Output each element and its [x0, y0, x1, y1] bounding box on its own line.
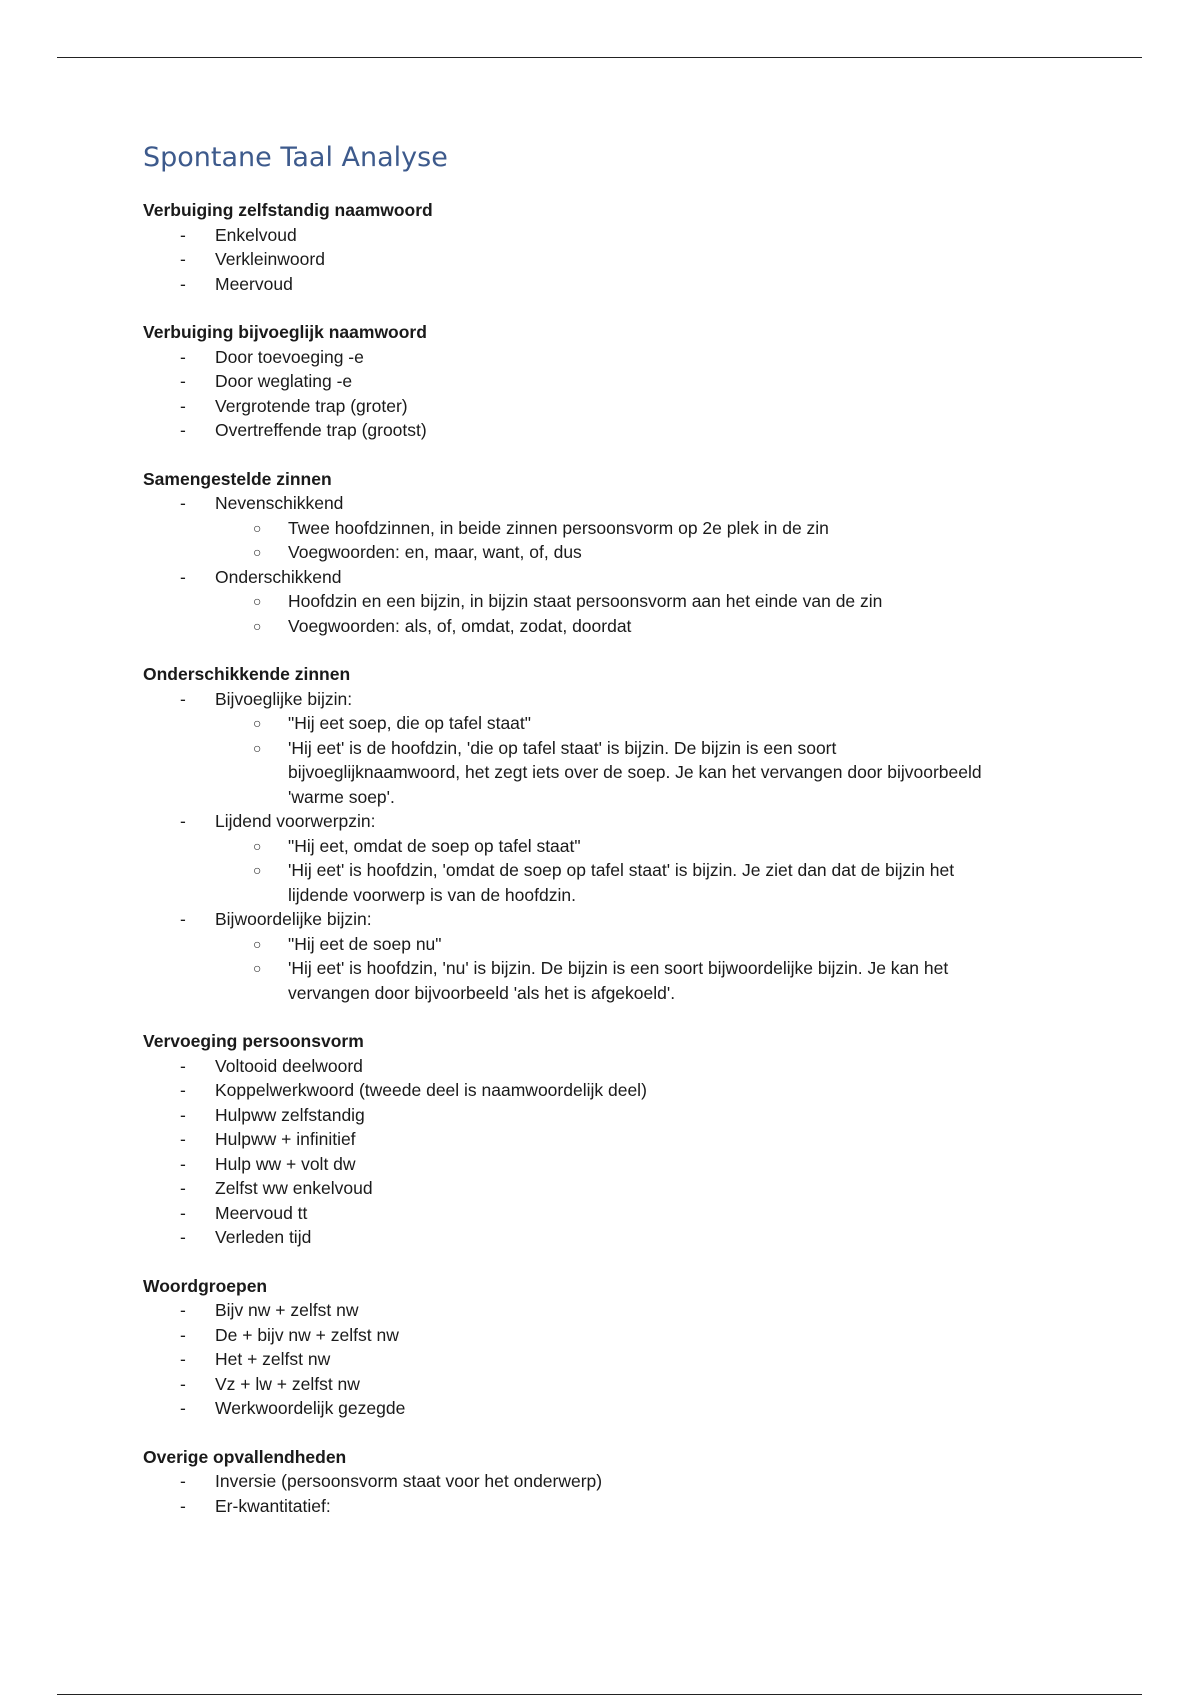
list-item-text: Meervoud [215, 273, 293, 294]
list-item [143, 223, 1143, 248]
list-item [143, 1396, 1143, 1421]
bullet-list [143, 1298, 1143, 1421]
list-item-text: Door toevoeging -e [215, 346, 364, 367]
list-item [143, 1298, 1143, 1323]
list-item [143, 394, 1143, 419]
dash-bullet-icon: - [180, 1104, 186, 1125]
list-item-text: Voltooid deelwoord [215, 1055, 363, 1076]
list-item-text: Vz + lw + zelfst nw [215, 1373, 360, 1394]
dash-bullet-icon: - [180, 1471, 186, 1491]
list-item-text: Overtreffende trap (grootst) [215, 420, 427, 440]
section [143, 1445, 1143, 1519]
sub-list [143, 711, 1143, 809]
list-item-text: Verkleinwoord [215, 249, 325, 269]
sub-list-item-text: 'Hij eet' is hoofdzin, 'omdat de soep op tafel staat' is bijzin. Je ziet dan dat de bijzin het lijdende voorwerp is van de hoofdzin. [288, 860, 955, 905]
bullet-list [143, 1469, 1143, 1518]
dash-bullet-icon: - [180, 395, 186, 416]
list-item [143, 418, 1143, 443]
list-item [143, 1078, 1143, 1103]
sub-list-item-text: Voegwoorden: en, maar, want, of, dus [288, 542, 582, 562]
dash-bullet-icon: - [180, 1349, 186, 1369]
dash-bullet-icon: - [180, 1300, 186, 1320]
dash-bullet-icon: - [180, 224, 186, 245]
document-body [143, 140, 1143, 1542]
circle-bullet-icon: ○ [253, 715, 262, 731]
list-item-text: Inversie (persoonsvorm staat voor het onderwerp) [215, 1471, 603, 1491]
section-heading: Verbuiging bijvoeglijk naamwoord [143, 322, 427, 342]
list-item-text: Bijwoordelijke bijzin: [215, 909, 372, 929]
circle-bullet-icon: ○ [253, 593, 262, 609]
sub-list-item-text: Voegwoorden: als, of, omdat, zodat, doordat [288, 615, 632, 636]
sub-list-item [143, 834, 1008, 859]
list-item [143, 491, 1143, 565]
dash-bullet-icon: - [180, 371, 186, 391]
list-item-text: Lijdend voorwerpzin: [215, 811, 376, 831]
list-item [143, 565, 1143, 639]
list-item [143, 907, 1143, 1005]
sub-list-item-text: 'Hij eet' is de hoofdzin, 'die op tafel staat' is bijzin. De bijzin is een soort bijvoeglijknaamwoord, het zegt iets over de soep. Je kan het vervangen door bijvoorbeeld 'warme soep'. [288, 737, 982, 807]
footer-rule [57, 1694, 1142, 1695]
dash-bullet-icon: - [180, 811, 186, 831]
list-item-text: Hulpww zelfstandig [215, 1104, 365, 1125]
dash-bullet-icon: - [180, 1373, 186, 1394]
dash-bullet-icon: - [180, 1398, 186, 1418]
section-heading: Verbuiging zelfstandig naamwoord [143, 200, 433, 220]
list-item [143, 1201, 1143, 1226]
dash-bullet-icon: - [180, 566, 186, 587]
sub-list-item [143, 956, 1008, 1005]
bullet-list [143, 491, 1143, 638]
section-heading: Vervoeging persoonsvorm [143, 1031, 364, 1051]
list-item [143, 1054, 1143, 1079]
list-item [143, 1127, 1143, 1152]
list-item [143, 687, 1143, 810]
list-item [143, 369, 1143, 394]
sub-list-item [143, 540, 1008, 565]
list-item-text: Koppelwerkwoord (tweede deel is naamwoordelijk deel) [215, 1080, 647, 1100]
sub-list-item [143, 516, 1008, 541]
header-rule [57, 57, 1142, 58]
sub-list-item-text: "Hij eet, omdat de soep op tafel staat" [288, 835, 581, 856]
dash-bullet-icon: - [180, 1153, 186, 1174]
sub-list [143, 589, 1143, 638]
circle-bullet-icon: ○ [253, 739, 262, 756]
sub-list-item-text: "Hij eet soep, die op tafel staat" [288, 713, 531, 733]
section-heading: Samengestelde zinnen [143, 468, 332, 489]
dash-bullet-icon: - [180, 1129, 186, 1149]
sub-list-item [143, 711, 1008, 736]
list-item [143, 345, 1143, 370]
sub-list-item-text: "Hij eet de soep nu" [288, 933, 442, 954]
list-item-text: Zelfst ww enkelvoud [215, 1178, 373, 1198]
section [143, 198, 1143, 296]
list-item-text: Bijv nw + zelfst nw [215, 1300, 359, 1320]
dash-bullet-icon: - [180, 909, 186, 929]
sub-list-item-text: Twee hoofdzinnen, in beide zinnen persoonsvorm op 2e plek in de zin [288, 517, 829, 538]
list-item-text: Door weglating -e [215, 371, 353, 391]
section-heading: Overige opvallendheden [143, 1446, 347, 1467]
section [143, 662, 1143, 1005]
bullet-list [143, 345, 1143, 443]
bullet-list [143, 1054, 1143, 1250]
list-item [143, 1469, 1143, 1494]
list-item-text: Vergrotende trap (groter) [215, 395, 408, 416]
circle-bullet-icon: ○ [253, 617, 262, 634]
list-item-text: Het + zelfst nw [215, 1349, 331, 1369]
section-heading: Onderschikkende zinnen [143, 664, 351, 684]
list-item [143, 1225, 1143, 1250]
sub-list [143, 932, 1143, 1006]
sub-list-item [143, 589, 1008, 614]
dash-bullet-icon: - [180, 420, 186, 440]
dash-bullet-icon: - [180, 1495, 186, 1516]
circle-bullet-icon: ○ [253, 837, 262, 854]
list-item-text: Hulpww + infinitief [215, 1129, 356, 1149]
list-item [143, 1347, 1143, 1372]
list-item [143, 809, 1143, 907]
list-item-text: Enkelvoud [215, 224, 297, 245]
section [143, 320, 1143, 443]
sub-list [143, 834, 1143, 908]
bullet-list [143, 223, 1143, 297]
sub-list-item-text: Hoofdzin en een bijzin, in bijzin staat persoonsvorm aan het einde van de zin [288, 591, 883, 611]
sub-list-item [143, 858, 1008, 907]
dash-bullet-icon: - [180, 249, 186, 269]
list-item [143, 1372, 1143, 1397]
sub-list [143, 516, 1143, 565]
dash-bullet-icon: - [180, 1324, 186, 1345]
section [143, 1029, 1143, 1250]
section [143, 467, 1143, 639]
circle-bullet-icon: ○ [253, 862, 262, 878]
list-item [143, 1323, 1143, 1348]
circle-bullet-icon: ○ [253, 544, 262, 560]
list-item-text: Onderschikkend [215, 566, 342, 587]
dash-bullet-icon: - [180, 688, 186, 709]
sections-container [143, 198, 1143, 1518]
circle-bullet-icon: ○ [253, 519, 262, 536]
list-item-text: Nevenschikkend [215, 493, 344, 513]
sub-list-item-text: 'Hij eet' is hoofdzin, 'nu' is bijzin. De bijzin is een soort bijwoordelijke bijzin. Je kan het vervangen door bijvoorbeeld 'als het is afgekoeld'. [288, 958, 949, 1003]
list-item [143, 1494, 1143, 1519]
circle-bullet-icon: ○ [253, 935, 262, 952]
sub-list-item [143, 614, 1008, 639]
dash-bullet-icon: - [180, 493, 186, 513]
dash-bullet-icon: - [180, 1080, 186, 1100]
list-item-text: Bijvoeglijke bijzin: [215, 688, 353, 709]
sub-list-item [143, 932, 1008, 957]
list-item-text: Meervoud tt [215, 1202, 308, 1223]
list-item-text: Werkwoordelijk gezegde [215, 1398, 406, 1418]
list-item-text: Hulp ww + volt dw [215, 1153, 356, 1174]
dash-bullet-icon: - [180, 346, 186, 367]
list-item [143, 272, 1143, 297]
list-item [143, 1152, 1143, 1177]
list-item-text: Verleden tijd [215, 1227, 312, 1247]
list-item [143, 1176, 1143, 1201]
circle-bullet-icon: ○ [253, 960, 262, 976]
bullet-list [143, 687, 1143, 1006]
page-title: Spontane Taal Analyse [143, 142, 448, 173]
list-item [143, 247, 1143, 272]
dash-bullet-icon: - [180, 1202, 186, 1223]
sub-list-item [143, 736, 1008, 810]
dash-bullet-icon: - [180, 273, 186, 294]
section [143, 1274, 1143, 1421]
dash-bullet-icon: - [180, 1178, 186, 1198]
dash-bullet-icon: - [180, 1227, 186, 1247]
list-item-text: De + bijv nw + zelfst nw [215, 1324, 399, 1345]
list-item-text: Er-kwantitatief: [215, 1495, 331, 1516]
list-item [143, 1103, 1143, 1128]
dash-bullet-icon: - [180, 1055, 186, 1076]
section-heading: Woordgroepen [143, 1275, 268, 1296]
